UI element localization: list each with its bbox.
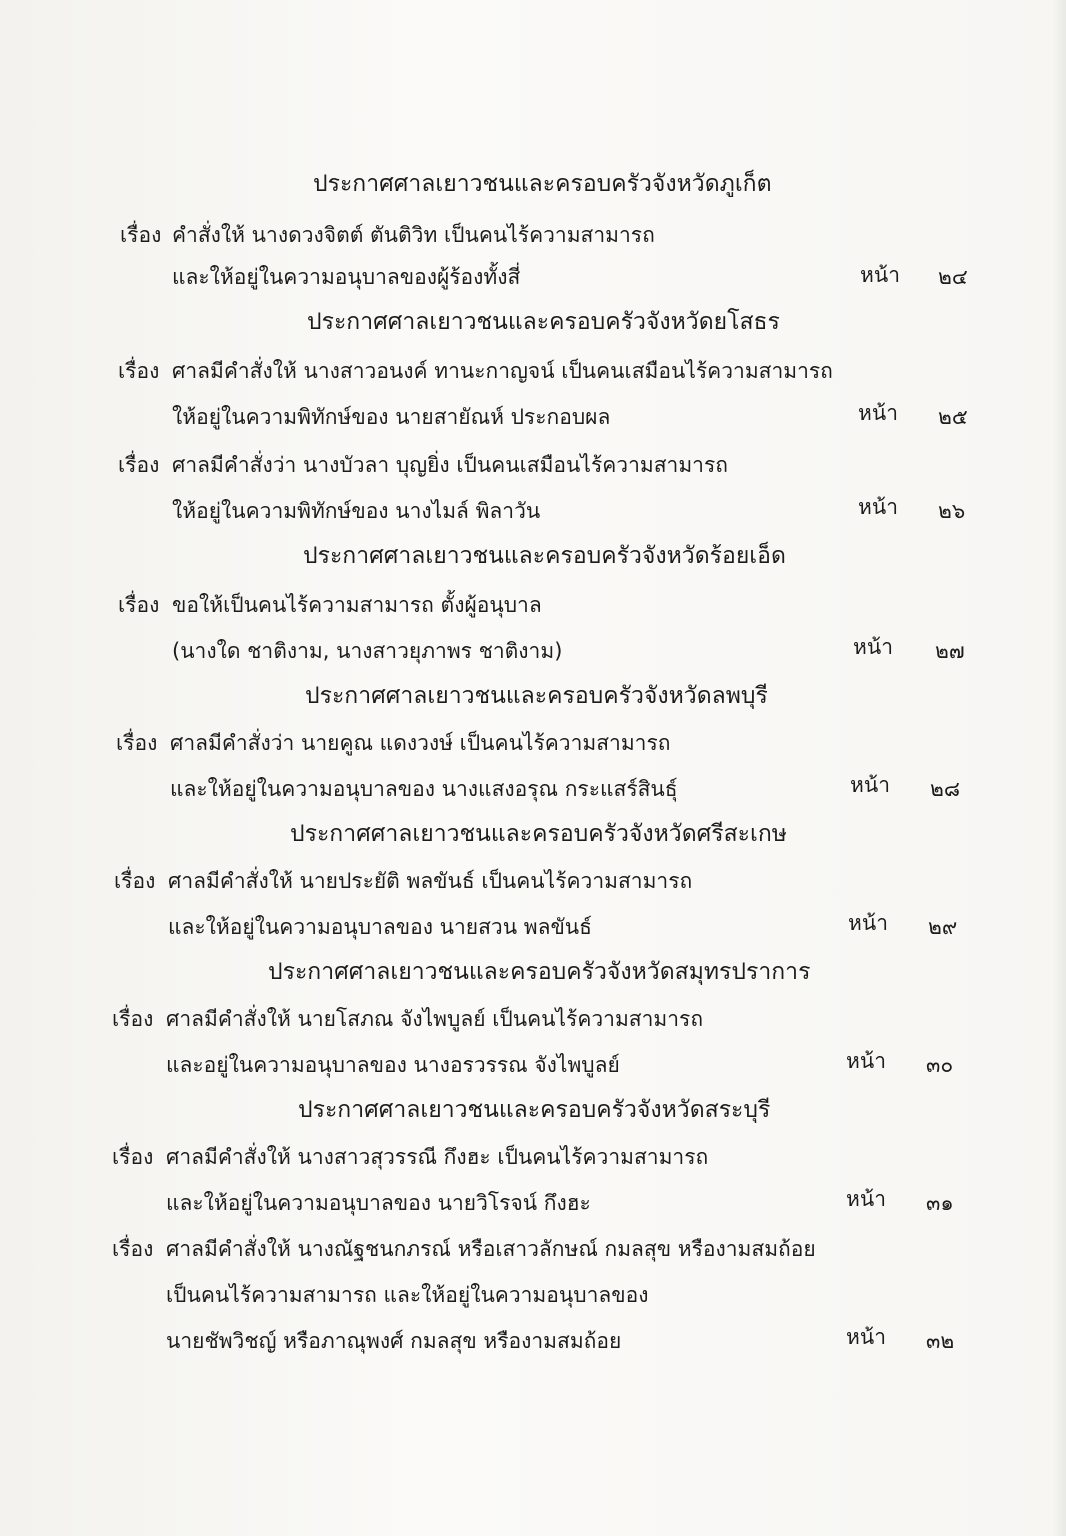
entry-label: เรื่อง	[118, 593, 160, 617]
entry-label: เรื่อง	[112, 1007, 154, 1031]
entry-label: เรื่อง	[112, 1237, 154, 1261]
entry-label: เรื่อง	[112, 1145, 154, 1169]
entry-line: ศาลมีคำสั่งว่า นางบัวลา บุญยิ่ง เป็นคนเสมือนไร้ความสามารถ	[172, 453, 728, 477]
page-number: ๒๙	[928, 915, 958, 939]
entry-line: ศาลมีคำสั่งให้ นางณัฐชนกภรณ์ หรือเสาวลักษณ์ กมลสุข หรืองามสมถ้อย	[166, 1237, 816, 1261]
entry-line: ศาลมีคำสั่งให้ นางสาวอนงค์ ทานะกาญจน์ เป็นคนเสมือนไร้ความสามารถ	[172, 359, 833, 383]
entry-line: ศาลมีคำสั่งให้ นายประยัติ พลขันธ์ เป็นคนไร้ความสามารถ	[168, 869, 693, 893]
page-number: ๒๔	[938, 265, 968, 289]
page-label: หน้า	[848, 911, 888, 935]
entry-line: ศาลมีคำสั่งว่า นายคูณ แดงวงษ์ เป็นคนไร้ความสามารถ	[170, 731, 671, 755]
page-label: หน้า	[860, 263, 900, 287]
entry-label: เรื่อง	[118, 453, 160, 477]
page-number: ๒๗	[935, 639, 965, 663]
entry-line: นายชัพวิชญ์ หรือภาณุพงศ์ กมลสุข หรืองามสมถ้อย	[166, 1329, 622, 1353]
section-heading: ประกาศศาลเยาวชนและครอบครัวจังหวัดศรีสะเกษ	[290, 821, 787, 847]
entry-line: ศาลมีคำสั่งให้ นายโสภณ จังไพบูลย์ เป็นคนไร้ความสามารถ	[166, 1007, 704, 1031]
entry-label: เรื่อง	[120, 223, 162, 247]
page-number: ๒๘	[930, 777, 961, 801]
entry-line: (นางใด ชาติงาม, นางสาวยุภาพร ชาติงาม)	[172, 639, 563, 663]
entry-line: คำสั่งให้ นางดวงจิตต์ ตันติวิท เป็นคนไร้ความสามารถ	[172, 223, 655, 247]
page-number: ๓๒	[926, 1329, 955, 1353]
section-heading: ประกาศศาลเยาวชนและครอบครัวจังหวัดลพบุรี	[305, 683, 768, 709]
section-heading: ประกาศศาลเยาวชนและครอบครัวจังหวัดสระบุรี	[298, 1097, 771, 1123]
page-edge	[1052, 0, 1066, 1536]
entry-line: และอยู่ในความอนุบาลของ นางอรวรรณ จังไพบูลย์	[166, 1053, 620, 1077]
page-label: หน้า	[846, 1187, 886, 1211]
section-heading: ประกาศศาลเยาวชนและครอบครัวจังหวัดร้อยเอ็ด	[303, 543, 786, 569]
entry-line: ให้อยู่ในความพิทักษ์ของ นางไมล์ พิลาวัน	[172, 499, 541, 523]
entry-line: ศาลมีคำสั่งให้ นางสาวสุวรรณี กึงฮะ เป็นคนไร้ความสามารถ	[166, 1145, 709, 1169]
page-number: ๓๐	[926, 1053, 954, 1077]
entry-line: และให้อยู่ในความอนุบาลของ นายวิโรจน์ กึงฮะ	[166, 1191, 591, 1215]
page-number: ๒๖	[938, 499, 966, 523]
entry-label: เรื่อง	[118, 359, 160, 383]
entry-line: และให้อยู่ในความอนุบาลของ นางแสงอรุณ กระแสร์สินธุ์	[170, 777, 678, 801]
page-label: หน้า	[846, 1049, 886, 1073]
entry-line: และให้อยู่ในความอนุบาลของผู้ร้องทั้งสี่	[172, 265, 521, 289]
entry-line: ให้อยู่ในความพิทักษ์ของ นายสายัณห์ ประกอบผล	[172, 405, 611, 429]
entry-line: เป็นคนไร้ความสามารถ และให้อยู่ในความอนุบาลของ	[166, 1283, 649, 1307]
entry-line: ขอให้เป็นคนไร้ความสามารถ ตั้งผู้อนุบาล	[172, 593, 542, 617]
entry-label: เรื่อง	[116, 731, 158, 755]
section-heading: ประกาศศาลเยาวชนและครอบครัวจังหวัดยโสธร	[307, 309, 780, 335]
page-label: หน้า	[858, 495, 898, 519]
entry-line: และให้อยู่ในความอนุบาลของ นายสวน พลขันธ์	[168, 915, 592, 939]
page-label: หน้า	[853, 635, 893, 659]
section-heading: ประกาศศาลเยาวชนและครอบครัวจังหวัดภูเก็ต	[313, 171, 772, 197]
page-label: หน้า	[850, 773, 890, 797]
page-number: ๒๕	[938, 405, 968, 429]
section-heading: ประกาศศาลเยาวชนและครอบครัวจังหวัดสมุทรปราการ	[268, 959, 811, 985]
page-label: หน้า	[846, 1325, 886, 1349]
page-number: ๓๑	[926, 1191, 954, 1215]
page-label: หน้า	[858, 401, 898, 425]
entry-label: เรื่อง	[114, 869, 156, 893]
